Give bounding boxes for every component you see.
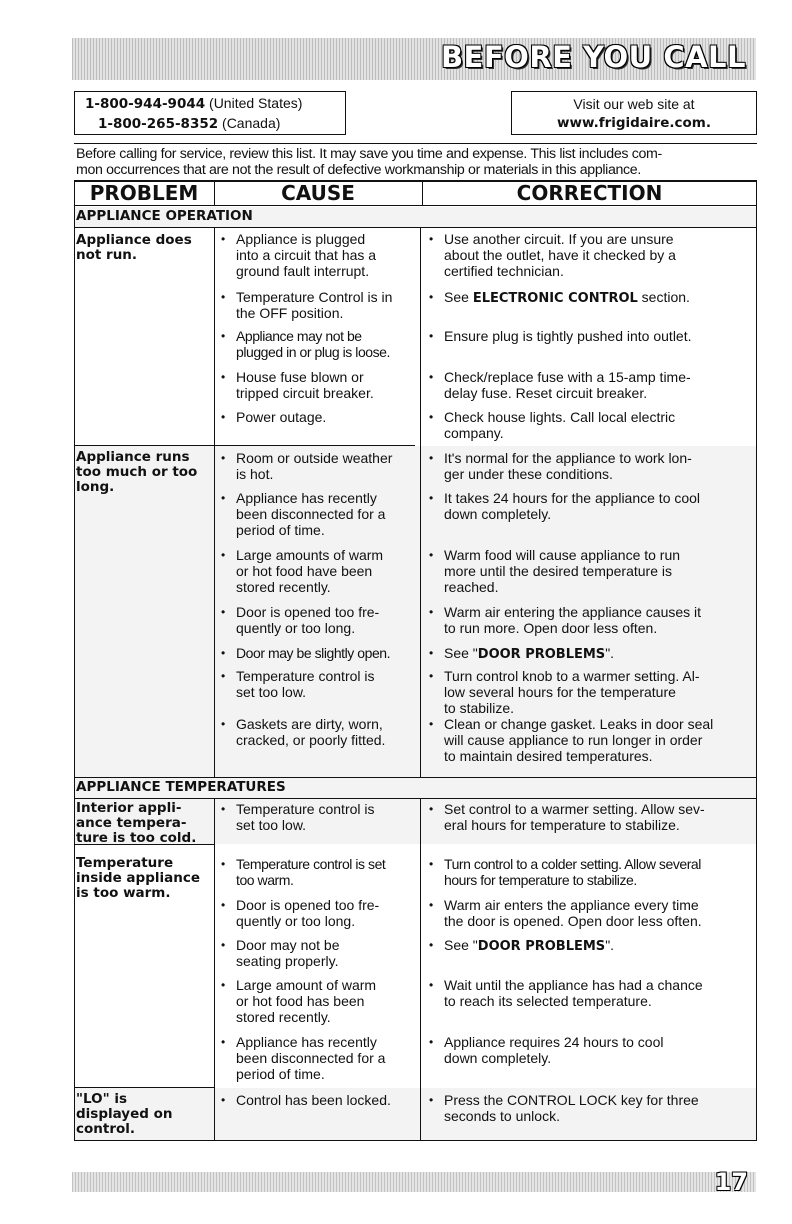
cause-line: ground fault interrupt. — [236, 263, 370, 279]
correction-text: See " — [444, 937, 478, 953]
cause-line: period of time. — [236, 1066, 325, 1082]
cause-line: Gaskets are dirty, worn, — [236, 716, 383, 732]
website-intro: Visit our web site at — [573, 96, 695, 112]
us-phone-label: (United States) — [209, 95, 303, 111]
correction-item: • Turn control knob to a warmer setting. Al- low several hours for the temperature to stabilize. — [424, 668, 757, 716]
correction-line: Turn control to a colder setting. Allow several — [444, 856, 701, 872]
us-phone-number: 1-800-944-9044 — [85, 96, 206, 112]
cause-item: • Temperature control is set too low. — [216, 801, 422, 833]
correction-line: certified technician. — [444, 263, 564, 279]
cause-line: or hot food have been — [236, 563, 373, 579]
correction-line: about the outlet, have it checked by a — [444, 247, 676, 263]
cause-line: plugged in or plug is loose. — [236, 344, 390, 360]
cause-line: the OFF position. — [236, 305, 344, 321]
problem-line: displayed on — [76, 1106, 173, 1122]
cause-item: • Appliance has recently been disconnected for a period of time. — [216, 490, 422, 538]
cause-item: • Door is opened too fre- quently or too long. — [216, 897, 422, 929]
correction-line: Ensure plug is tightly pushed into outlet. — [444, 328, 692, 344]
correction-text: ". — [605, 937, 615, 953]
cause-line: into a circuit that has a — [236, 247, 377, 263]
correction-line: to reach its selected temperature. — [444, 993, 652, 1009]
correction-line: to run more. Open door less often. — [444, 620, 658, 636]
correction-line: Warm air enters the appliance every time — [444, 897, 699, 913]
correction-item: • Set control to a warmer setting. Allow sev- eral hours for temperature to stabilize. — [424, 801, 757, 833]
problem-interior-too-cold — [76, 801, 212, 846]
cause-item: • House fuse blown or tripped circuit breaker. — [216, 369, 422, 401]
cause-item: • Large amounts of warm or hot food have been stored recently. — [216, 547, 422, 595]
problem-line: Appliance does — [76, 232, 192, 248]
correction-line: It's normal for the appliance to work lon- — [444, 450, 692, 466]
correction-line: down completely. — [444, 1050, 552, 1066]
cause-item: • Room or outside weather is hot. — [216, 450, 422, 482]
cause-item: • Appliance is plugged into a circuit that has a ground fault interrupt. — [216, 231, 422, 279]
footer-bar — [72, 1168, 756, 1196]
cause-item: • Appliance may not be plugged in or plug is loose. — [216, 328, 422, 360]
column-divider — [420, 798, 421, 1140]
cause-line: Door is opened too fre- — [236, 897, 380, 913]
correction-item: • See ELECTRONIC CONTROL section. — [429, 289, 690, 306]
correction-line: to stabilize. — [444, 700, 515, 716]
cause-line: Large amounts of warm — [236, 547, 384, 563]
cause-line: Temperature control is set — [236, 856, 386, 872]
correction-item: • Appliance requires 24 hours to cool down completely. — [424, 1034, 757, 1066]
cause-line: is hot. — [236, 466, 274, 482]
cause-line: seating properly. — [236, 953, 339, 969]
problem-line: long. — [76, 479, 115, 495]
correction-item: • Check house lights. Call local electric company. — [424, 409, 757, 441]
cause-line: Door may not be — [236, 937, 340, 953]
cause-item: • Temperature control is set too warm. — [216, 856, 422, 888]
correction-line: Set control to a warmer setting. Allow sev- — [444, 801, 705, 817]
correction-line: Warm air entering the appliance causes it — [444, 604, 702, 620]
row-divider — [74, 798, 757, 799]
cause-item: • Door is opened too fre- quently or too long. — [216, 604, 422, 636]
correction-line: Appliance requires 24 hours to cool — [444, 1034, 664, 1050]
correction-item: • Warm food will cause appliance to run more until the desired temperature is reached. — [424, 547, 757, 595]
website-url: www.frigidaire.com. — [557, 115, 711, 131]
intro-paragraph — [74, 143, 757, 182]
correction-item: • It takes 24 hours for the appliance to cool down completely. — [424, 490, 757, 522]
section-title-appliance-temperatures: APPLIANCE TEMPERATURES — [76, 779, 286, 795]
cause-line: Temperature control is — [236, 801, 375, 817]
cause-line: Control has been locked. — [236, 1092, 391, 1108]
problem-inside-too-warm — [76, 856, 212, 901]
cause-column-header: CAUSE — [281, 181, 355, 205]
correction-item: • Turn control to a colder setting. Allow several hours for temperature to stabilize. — [424, 856, 757, 888]
correction-item: • Ensure plug is tightly pushed into outlet. — [424, 328, 757, 344]
cause-line: Appliance has recently — [236, 490, 377, 506]
intro-line: Before calling for service, review this list. It may save you time and expense. This list includes com- — [76, 146, 662, 162]
correction-line: Use another circuit. If you are unsure — [444, 231, 674, 247]
cause-line: Appliance may not be — [236, 328, 362, 344]
problem-line: is too warm. — [76, 885, 171, 901]
correction-item: • It's normal for the appliance to work lon- ger under these conditions. — [424, 450, 757, 482]
table-border-bottom — [74, 1140, 757, 1141]
correction-line: to maintain desired temperatures. — [444, 748, 653, 764]
problem-appliance-runs-too-long — [76, 450, 212, 495]
correction-line: eral hours for temperature to stabilize. — [444, 817, 680, 833]
cause-item: • Power outage. — [216, 409, 422, 425]
correction-line: Press the CONTROL LOCK key for three — [444, 1092, 699, 1108]
row-divider — [74, 445, 415, 446]
correction-item: • Warm air enters the appliance every time the door is opened. Open door less often. — [424, 897, 757, 929]
cause-item: • Control has been locked. — [216, 1092, 422, 1108]
cause-line: cracked, or poorly fitted. — [236, 732, 386, 748]
problem-line: too much or too — [76, 464, 198, 480]
correction-line: Turn control knob to a warmer setting. Al- — [444, 668, 700, 684]
door-problems-reference: DOOR PROBLEMS — [477, 939, 606, 954]
cause-line: stored recently. — [236, 579, 331, 595]
section-title-appliance-operation: APPLIANCE OPERATION — [76, 208, 253, 224]
website-contact-box — [511, 91, 757, 135]
correction-line: Wait until the appliance has had a chance — [444, 977, 703, 993]
cause-line: period of time. — [236, 522, 325, 538]
correction-line: ger under these conditions. — [444, 466, 613, 482]
cause-line: Room or outside weather — [236, 450, 393, 466]
problem-appliance-does-not-run — [76, 233, 212, 263]
page-number: 17 — [714, 1168, 748, 1196]
correction-line: the door is opened. Open door less often. — [444, 913, 702, 929]
correction-line: more until the desired temperature is — [444, 563, 672, 579]
correction-line: will cause appliance to run longer in order — [444, 732, 703, 748]
correction-line: Warm food will cause appliance to run — [444, 547, 681, 563]
problem-line: ance tempera- — [76, 815, 187, 831]
problem-line: Appliance runs — [76, 449, 190, 465]
correction-item: • Wait until the appliance has had a chance to reach its selected temperature. — [424, 977, 757, 1009]
cause-item: • Gaskets are dirty, worn, cracked, or poorly fitted. — [216, 716, 422, 748]
cause-line: been disconnected for a — [236, 506, 386, 522]
row-divider — [74, 1087, 214, 1088]
page-title: BEFORE YOU CALL — [440, 40, 746, 74]
problem-lo-displayed — [76, 1092, 212, 1137]
correction-line: Check house lights. Call local electric — [444, 409, 676, 425]
cause-line: stored recently. — [236, 1009, 331, 1025]
phone-contact-box — [74, 91, 346, 135]
correction-line: delay fuse. Reset circuit breaker. — [444, 385, 648, 401]
correction-item: • See "DOOR PROBLEMS". — [429, 937, 615, 954]
correction-line: reached. — [444, 579, 499, 595]
correction-text: ". — [605, 645, 615, 661]
cause-line: Door is opened too fre- — [236, 604, 380, 620]
cause-line: been disconnected for a — [236, 1050, 386, 1066]
cause-line: Temperature control is — [236, 668, 375, 684]
column-divider — [422, 180, 423, 206]
canada-phone-label: (Canada) — [222, 115, 281, 131]
correction-item: • Press the CONTROL LOCK key for three seconds to unlock. — [424, 1092, 757, 1124]
cause-line: set too low. — [236, 684, 307, 700]
table-header — [74, 180, 757, 206]
cause-line: Appliance is plugged — [236, 231, 366, 247]
correction-line: hours for temperature to stabilize. — [444, 872, 637, 888]
header-banner — [72, 38, 756, 80]
table-border-left — [74, 180, 75, 1140]
cause-item: • Door may be slightly open. — [216, 645, 422, 661]
cause-item: • Door may not be seating properly. — [216, 937, 422, 969]
column-divider — [214, 180, 215, 206]
correction-column-header: CORRECTION — [516, 181, 663, 205]
cause-line: set too low. — [236, 817, 307, 833]
canada-phone-number: 1-800-265-8352 — [98, 116, 219, 132]
problem-line: "LO" is — [76, 1091, 128, 1107]
correction-text: See — [444, 289, 473, 305]
column-divider — [214, 227, 215, 777]
problem-line: inside appliance — [76, 870, 200, 886]
column-divider — [214, 798, 215, 1140]
cause-item: • Temperature Control is in the OFF position. — [216, 289, 422, 321]
cause-item: • Appliance has recently been disconnected for a period of time. — [216, 1034, 422, 1082]
correction-item: • See "DOOR PROBLEMS". — [429, 645, 615, 662]
correction-line: company. — [444, 425, 504, 441]
correction-item: • Check/replace fuse with a 15-amp time- delay fuse. Reset circuit breaker. — [424, 369, 757, 401]
problem-line: not run. — [76, 247, 138, 263]
correction-item: • Clean or change gasket. Leaks in door seal will cause appliance to run longer in order to maintain desired temperatures. — [424, 716, 757, 764]
cause-line: House fuse blown or — [236, 369, 364, 385]
problem-line: Interior appli- — [76, 800, 182, 816]
cause-line: Temperature Control is in — [236, 289, 393, 305]
correction-item: • Use another circuit. If you are unsure about the outlet, have it checked by a certified technician. — [424, 231, 757, 279]
row-divider — [74, 227, 757, 228]
cause-line: Appliance has recently — [236, 1034, 377, 1050]
cause-line: quently or too long. — [236, 620, 356, 636]
correction-line: down completely. — [444, 506, 552, 522]
problem-line: Temperature — [76, 855, 174, 871]
cause-item: • Large amount of warm or hot food has been stored recently. — [216, 977, 422, 1025]
cause-line: Power outage. — [236, 409, 327, 425]
correction-line: Check/replace fuse with a 15-amp time- — [444, 369, 691, 385]
cause-line: Large amount of warm — [236, 977, 377, 993]
problem-column-header: PROBLEM — [89, 181, 199, 205]
correction-line: seconds to unlock. — [444, 1108, 560, 1124]
cause-item: • Temperature control is set too low. — [216, 668, 422, 700]
correction-item: • Warm air entering the appliance causes it to run more. Open door less often. — [424, 604, 757, 636]
correction-text: See " — [444, 645, 478, 661]
cause-line: tripped circuit breaker. — [236, 385, 374, 401]
problem-line: control. — [76, 1121, 136, 1137]
correction-line: Clean or change gasket. Leaks in door seal — [444, 716, 714, 732]
correction-text: section. — [637, 289, 690, 305]
intro-line: mon occurrences that are not the result of defective workmanship or materials in this appliance. — [76, 162, 641, 178]
door-problems-reference: DOOR PROBLEMS — [477, 647, 606, 662]
problem-line: ture is too cold. — [76, 830, 197, 846]
correction-line: It takes 24 hours for the appliance to cool — [444, 490, 701, 506]
cause-line: too warm. — [236, 872, 294, 888]
cause-line: Door may be slightly open. — [236, 645, 391, 661]
electronic-control-reference: ELECTRONIC CONTROL — [472, 291, 638, 306]
cause-line: quently or too long. — [236, 913, 356, 929]
correction-line: low several hours for the temperature — [444, 684, 676, 700]
cause-line: or hot food has been — [236, 993, 365, 1009]
